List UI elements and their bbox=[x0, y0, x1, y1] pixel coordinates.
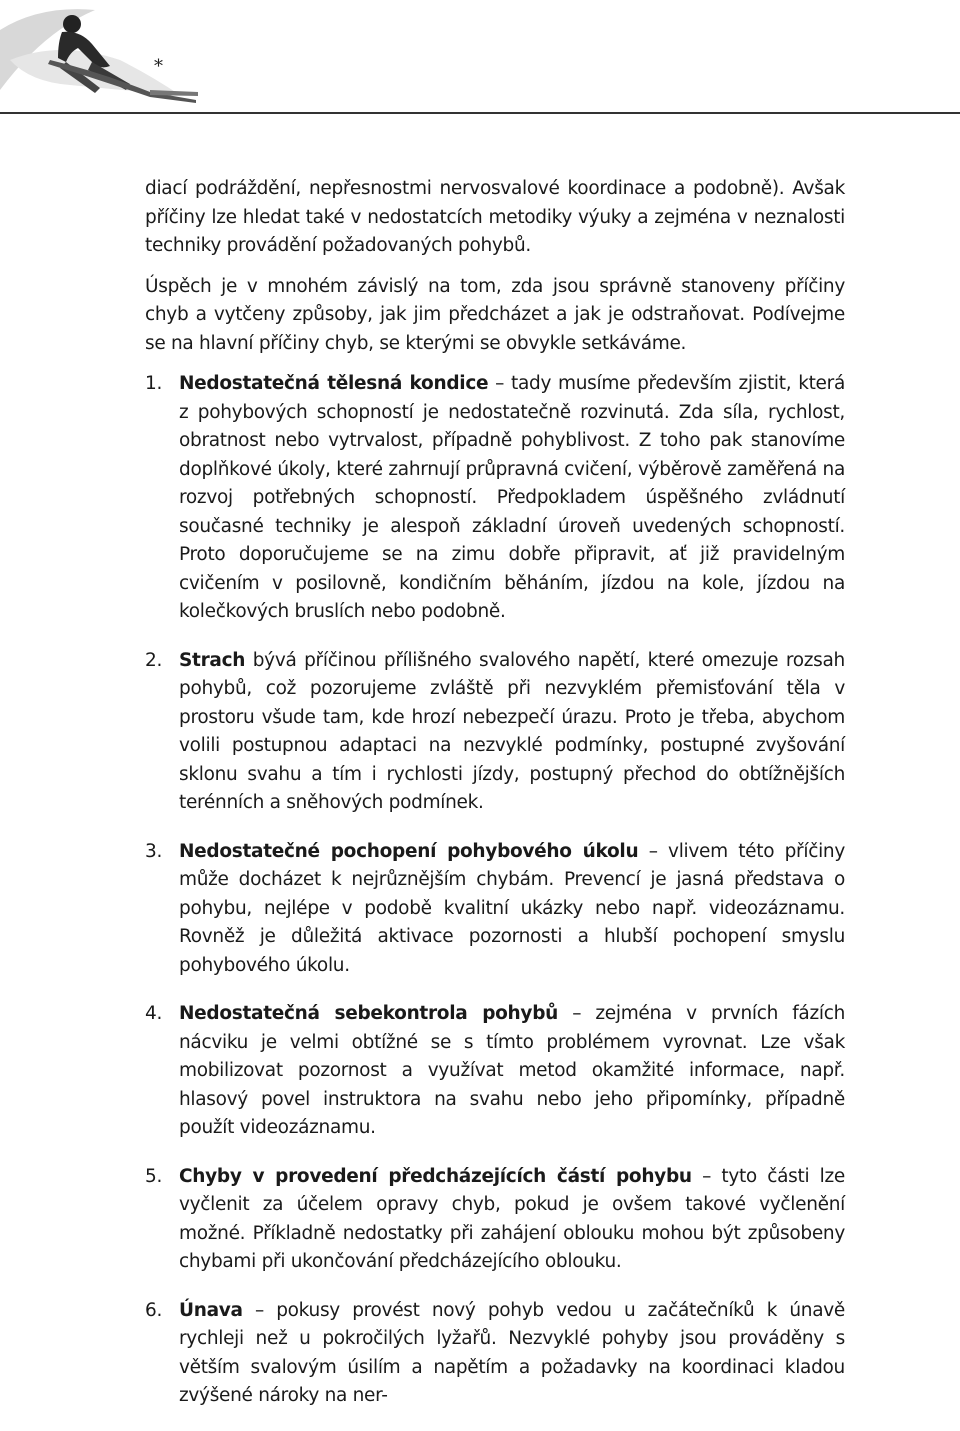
header-asterisk: * bbox=[154, 56, 163, 77]
item-term: Nedostatečná sebekontrola pohybů bbox=[179, 1003, 559, 1024]
item-number: 2. bbox=[145, 649, 163, 671]
paragraph: Úspěch je v mnohém závislý na tom, zda jsou správně stanoveny příčiny chyb a vytčeny způsoby, jak jim předcházet a jak je odstraňovat. Podívejme se na hlavní příčiny chyb, se kterými se obvykle setkáváme. bbox=[145, 275, 845, 354]
list-item bbox=[145, 647, 845, 818]
list-item bbox=[145, 370, 845, 627]
item-term: Nedostatečná tělesná kondice bbox=[179, 373, 489, 394]
list-item bbox=[145, 838, 845, 981]
item-number: 1. bbox=[145, 373, 163, 394]
item-number: 5. bbox=[145, 1165, 163, 1187]
item-text: – tyto části lze vyčlenit za účelem opravy chyb, pokud je ovšem takové vyčlenění možné. Příkladně nedostatky při zahájení oblouku mohou být způsobeny chybami při ukončování předcházejícího oblouku. bbox=[179, 1165, 845, 1272]
skier-logo bbox=[0, 0, 210, 112]
item-term: Strach bbox=[179, 649, 246, 671]
document-body bbox=[145, 175, 845, 1431]
header-rule bbox=[0, 112, 960, 114]
item-text: – pokusy provést nový pohyb vedou u začátečníků k únavě rychleji než u pokročilých lyžařů. Nezvyklé pohyby jsou prováděny s větším svalovým úsilím a napětím a požadavky na koordinaci kladou zvýšené nároky na ner- bbox=[179, 1299, 845, 1406]
item-text: – tady musíme především zjistit, která z pohybových schopností je nedostatečně rozvinutá. Zda síla, rychlost, obratnost nebo vytrvalost, případně pohyblivost. Z toho pak stanovíme doplňkové úkoly, které zahrnují průpravná cvičení, výběrově zaměřená na rozvoj potřebných schopností. Předpokladem úspěšného zvládnutí současné techniky je alespoň základní úroveň uvedených schopností. Proto doporučujeme se na zimu dobře připravit, ať již pravidelným cvičením v posilovně, kondičním běháním, jízdou na kole, jízdou na kolečkových bruslích nebo podobně. bbox=[179, 373, 845, 622]
item-number: 6. bbox=[145, 1299, 163, 1321]
list-item bbox=[145, 1000, 845, 1143]
item-number: 4. bbox=[145, 1003, 163, 1024]
item-term: Chyby v provedení předcházejících částí pohybu bbox=[179, 1165, 692, 1187]
item-text: bývá příčinou přílišného svalového napětí, které omezuje rozsah pohybů, což pozorujeme zvláště při nezvyklém přemisťování těla v prostoru všude tam, kde hrozí nebezpečí úrazu. Proto je třeba, abychom volili postupnou adaptaci na nezvyklé podmínky, postupné zvyšování sklonu svahu a tím i rychlosti jízdy, postupný přechod do obtížnějších terénních a sněhových podmínek. bbox=[179, 649, 845, 813]
item-number: 3. bbox=[145, 840, 163, 862]
item-text: – zejména v prvních fázích nácviku je velmi obtížné se s tímto problémem vyrovnat. Lze však mobilizovat pozornost a využívat metod okamžité informace, např. hlasový povel instruktora na svahu nebo jeho připomínky, případně použít videozáznamu. bbox=[179, 1003, 846, 1138]
list-item bbox=[145, 1163, 845, 1277]
item-text: – vlivem této příčiny může docházet k nejrůznějším chybám. Prevencí je jasná představa o pohybu, nejlépe v podobě kvalitní ukázky nebo např. videozáznamu. Rovněž je důležitá aktivace pozornosti a hlubší pochopení smyslu pohybového úkolu. bbox=[179, 840, 845, 976]
page-header bbox=[0, 0, 960, 116]
item-term: Nedostatečné pochopení pohybového úkolu bbox=[179, 840, 639, 862]
item-term: Únava bbox=[179, 1299, 243, 1321]
paragraph: diací podráždění, nepřesnostmi nervosvalové koordinace a podobně). Avšak příčiny lze hledat také v nedostatcích metodiky výuky a zejména v neznalosti techniky provádění požadovaných pohybů. bbox=[145, 178, 845, 256]
list-item bbox=[145, 1297, 845, 1411]
